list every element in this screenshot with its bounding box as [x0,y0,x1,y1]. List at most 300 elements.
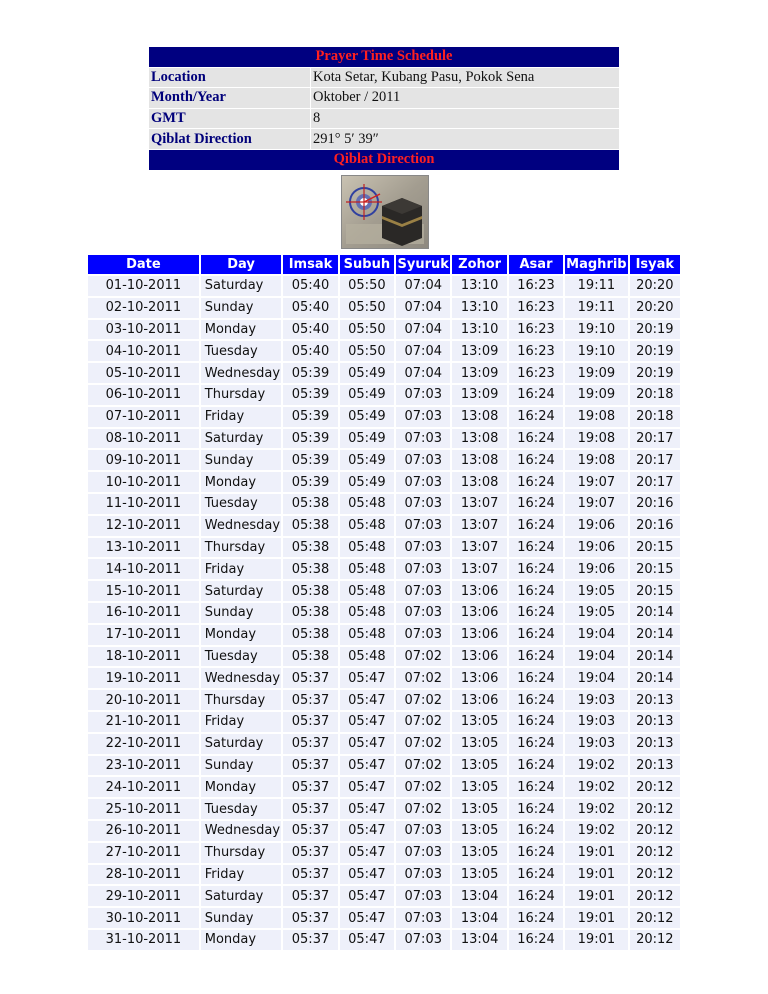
cell-isyak: 20:12 [630,799,680,819]
table-row [88,603,680,623]
cell-imsak: 05:40 [283,276,337,296]
cell-imsak: 05:37 [283,865,337,885]
cell-maghrib: 19:06 [565,538,627,558]
table-row [88,276,680,296]
cell-day: Wednesday [201,821,282,841]
cell-asar: 16:24 [509,429,563,449]
cell-asar: 16:24 [509,559,563,579]
cell-zohor: 13:04 [452,886,506,906]
qiblat-direction-title: Qiblat Direction [149,149,620,170]
cell-day: Sunday [201,450,282,470]
cell-maghrib: 19:07 [565,472,627,492]
cell-day: Thursday [201,385,282,405]
cell-syuruk: 07:04 [396,320,450,340]
cell-subuh: 05:48 [340,603,394,623]
cell-date: 07-10-2011 [88,407,199,427]
cell-isyak: 20:17 [630,450,680,470]
cell-subuh: 05:47 [340,843,394,863]
cell-zohor: 13:07 [452,494,506,514]
table-row [88,341,680,361]
cell-asar: 16:23 [509,363,563,383]
cell-zohor: 13:06 [452,647,506,667]
cell-imsak: 05:40 [283,341,337,361]
cell-syuruk: 07:03 [396,908,450,928]
cell-date: 01-10-2011 [88,276,199,296]
cell-day: Saturday [201,734,282,754]
cell-date: 12-10-2011 [88,516,199,536]
cell-maghrib: 19:02 [565,777,627,797]
cell-subuh: 05:47 [340,865,394,885]
cell-syuruk: 07:03 [396,886,450,906]
cell-zohor: 13:09 [452,341,506,361]
cell-subuh: 05:47 [340,668,394,688]
cell-subuh: 05:48 [340,538,394,558]
cell-imsak: 05:39 [283,363,337,383]
cell-imsak: 05:38 [283,516,337,536]
cell-isyak: 20:14 [630,603,680,623]
cell-zohor: 13:06 [452,581,506,601]
cell-date: 10-10-2011 [88,472,199,492]
cell-maghrib: 19:07 [565,494,627,514]
cell-asar: 16:24 [509,647,563,667]
cell-asar: 16:24 [509,821,563,841]
cell-maghrib: 19:03 [565,690,627,710]
cell-imsak: 05:40 [283,298,337,318]
table-row [88,581,680,601]
cell-maghrib: 19:08 [565,429,627,449]
cell-subuh: 05:47 [340,756,394,776]
table-row [88,734,680,754]
cell-asar: 16:24 [509,690,563,710]
cell-subuh: 05:50 [340,320,394,340]
cell-subuh: 05:47 [340,908,394,928]
cell-imsak: 05:38 [283,625,337,645]
cell-imsak: 05:38 [283,538,337,558]
table-row [88,865,680,885]
cell-day: Wednesday [201,668,282,688]
cell-subuh: 05:47 [340,777,394,797]
cell-syuruk: 07:03 [396,821,450,841]
cell-maghrib: 19:01 [565,930,627,950]
cell-maghrib: 19:06 [565,516,627,536]
cell-maghrib: 19:05 [565,603,627,623]
cell-day: Monday [201,625,282,645]
cell-imsak: 05:38 [283,647,337,667]
cell-zohor: 13:08 [452,407,506,427]
cell-maghrib: 19:02 [565,799,627,819]
cell-subuh: 05:50 [340,298,394,318]
cell-date: 30-10-2011 [88,908,199,928]
cell-zohor: 13:05 [452,756,506,776]
cell-isyak: 20:14 [630,647,680,667]
cell-isyak: 20:19 [630,341,680,361]
cell-subuh: 05:50 [340,276,394,296]
column-header-day: Day [201,255,282,274]
cell-syuruk: 07:03 [396,429,450,449]
cell-day: Sunday [201,756,282,776]
cell-zohor: 13:08 [452,450,506,470]
cell-date: 05-10-2011 [88,363,199,383]
cell-syuruk: 07:02 [396,712,450,732]
cell-day: Wednesday [201,363,282,383]
cell-asar: 16:24 [509,843,563,863]
cell-subuh: 05:49 [340,385,394,405]
cell-day: Monday [201,320,282,340]
column-header-maghrib: Maghrib [566,257,627,272]
cell-date: 27-10-2011 [88,843,199,863]
cell-day: Saturday [201,886,282,906]
cell-asar: 16:24 [509,799,563,819]
kaaba-compass-icon [342,176,428,248]
table-row [88,363,680,383]
cell-asar: 16:24 [509,908,563,928]
cell-isyak: 20:17 [630,472,680,492]
cell-date: 15-10-2011 [88,581,199,601]
cell-syuruk: 07:04 [396,341,450,361]
table-row [88,930,680,950]
cell-isyak: 20:20 [630,298,680,318]
cell-asar: 16:24 [509,777,563,797]
cell-date: 24-10-2011 [88,777,199,797]
cell-imsak: 05:39 [283,385,337,405]
cell-date: 25-10-2011 [88,799,199,819]
cell-zohor: 13:06 [452,668,506,688]
column-header-imsak: Imsak [283,255,337,274]
cell-day: Sunday [201,298,282,318]
column-header-syuruk: Syuruk [397,257,449,272]
cell-maghrib: 19:09 [565,385,627,405]
cell-zohor: 13:08 [452,472,506,492]
info-value: Kota Setar, Kubang Pasu, Pokok Sena [311,67,620,88]
cell-syuruk: 07:02 [396,777,450,797]
table-row [88,625,680,645]
cell-isyak: 20:18 [630,385,680,405]
cell-subuh: 05:47 [340,690,394,710]
table-row [88,516,680,536]
cell-isyak: 20:18 [630,407,680,427]
cell-isyak: 20:15 [630,538,680,558]
cell-day: Monday [201,930,282,950]
table-row [88,756,680,776]
cell-syuruk: 07:03 [396,625,450,645]
cell-imsak: 05:39 [283,407,337,427]
cell-imsak: 05:39 [283,429,337,449]
info-row-qiblat [149,129,620,150]
cell-isyak: 20:15 [630,581,680,601]
cell-isyak: 20:16 [630,516,680,536]
cell-isyak: 20:13 [630,690,680,710]
cell-date: 20-10-2011 [88,690,199,710]
cell-imsak: 05:37 [283,712,337,732]
info-row-location [149,67,620,88]
cell-zohor: 13:05 [452,777,506,797]
cell-syuruk: 07:03 [396,385,450,405]
cell-asar: 16:24 [509,712,563,732]
cell-syuruk: 07:03 [396,559,450,579]
cell-isyak: 20:14 [630,625,680,645]
cell-day: Wednesday [201,516,282,536]
cell-date: 09-10-2011 [88,450,199,470]
cell-day: Friday [201,712,282,732]
cell-syuruk: 07:02 [396,756,450,776]
table-row [88,777,680,797]
cell-subuh: 05:48 [340,647,394,667]
cell-asar: 16:24 [509,668,563,688]
table-row [88,538,680,558]
cell-day: Saturday [201,581,282,601]
cell-syuruk: 07:03 [396,516,450,536]
cell-zohor: 13:05 [452,843,506,863]
cell-zohor: 13:05 [452,821,506,841]
qiblat-compass-image [341,175,429,249]
cell-maghrib: 19:11 [565,298,627,318]
cell-zohor: 13:04 [452,930,506,950]
cell-imsak: 05:37 [283,777,337,797]
cell-date: 29-10-2011 [88,886,199,906]
cell-isyak: 20:16 [630,494,680,514]
cell-zohor: 13:07 [452,559,506,579]
cell-zohor: 13:05 [452,734,506,754]
cell-syuruk: 07:04 [396,363,450,383]
cell-zohor: 13:07 [452,516,506,536]
cell-day: Saturday [201,429,282,449]
cell-asar: 16:24 [509,930,563,950]
cell-maghrib: 19:09 [565,363,627,383]
cell-day: Sunday [201,908,282,928]
cell-date: 28-10-2011 [88,865,199,885]
cell-asar: 16:24 [509,756,563,776]
cell-date: 14-10-2011 [88,559,199,579]
cell-syuruk: 07:03 [396,407,450,427]
schedule-info-table [148,46,620,171]
cell-maghrib: 19:06 [565,559,627,579]
cell-day: Friday [201,865,282,885]
cell-syuruk: 07:02 [396,647,450,667]
cell-syuruk: 07:02 [396,690,450,710]
cell-isyak: 20:12 [630,843,680,863]
info-label: Qiblat Direction [149,129,311,150]
cell-maghrib: 19:05 [565,581,627,601]
cell-asar: 16:24 [509,494,563,514]
cell-subuh: 05:47 [340,712,394,732]
cell-date: 26-10-2011 [88,821,199,841]
cell-syuruk: 07:02 [396,734,450,754]
cell-day: Friday [201,559,282,579]
table-row [88,407,680,427]
cell-subuh: 05:47 [340,886,394,906]
cell-date: 13-10-2011 [88,538,199,558]
cell-day: Thursday [201,690,282,710]
cell-asar: 16:24 [509,407,563,427]
cell-zohor: 13:05 [452,865,506,885]
cell-asar: 16:24 [509,625,563,645]
cell-syuruk: 07:03 [396,581,450,601]
cell-imsak: 05:40 [283,320,337,340]
cell-syuruk: 07:03 [396,843,450,863]
cell-isyak: 20:15 [630,559,680,579]
cell-subuh: 05:48 [340,494,394,514]
info-value: 291° 5′ 39″ [311,129,620,150]
prayer-times-table [86,253,682,952]
cell-isyak: 20:13 [630,734,680,754]
cell-day: Tuesday [201,799,282,819]
table-row [88,559,680,579]
cell-syuruk: 07:04 [396,276,450,296]
table-row [88,298,680,318]
cell-isyak: 20:12 [630,865,680,885]
cell-date: 11-10-2011 [88,494,199,514]
info-label: Month/Year [149,88,311,109]
cell-asar: 16:24 [509,516,563,536]
cell-subuh: 05:49 [340,450,394,470]
cell-imsak: 05:37 [283,690,337,710]
cell-zohor: 13:05 [452,712,506,732]
cell-syuruk: 07:03 [396,538,450,558]
cell-maghrib: 19:02 [565,821,627,841]
cell-date: 22-10-2011 [88,734,199,754]
cell-day: Thursday [201,538,282,558]
cell-maghrib: 19:11 [565,276,627,296]
cell-imsak: 05:38 [283,581,337,601]
cell-isyak: 20:17 [630,429,680,449]
cell-subuh: 05:48 [340,625,394,645]
cell-subuh: 05:47 [340,734,394,754]
cell-day: Tuesday [201,647,282,667]
cell-imsak: 05:37 [283,734,337,754]
cell-imsak: 05:38 [283,559,337,579]
table-row [88,320,680,340]
cell-isyak: 20:12 [630,821,680,841]
cell-day: Monday [201,472,282,492]
cell-day: Tuesday [201,494,282,514]
cell-syuruk: 07:03 [396,930,450,950]
cell-subuh: 05:49 [340,363,394,383]
cell-syuruk: 07:03 [396,450,450,470]
cell-asar: 16:24 [509,734,563,754]
table-row [88,385,680,405]
cell-isyak: 20:12 [630,777,680,797]
cell-zohor: 13:09 [452,363,506,383]
cell-maghrib: 19:04 [565,668,627,688]
cell-day: Thursday [201,843,282,863]
cell-imsak: 05:37 [283,930,337,950]
cell-subuh: 05:47 [340,821,394,841]
info-value: Oktober / 2011 [311,88,620,109]
cell-subuh: 05:49 [340,407,394,427]
cell-zohor: 13:05 [452,799,506,819]
cell-asar: 16:23 [509,341,563,361]
cell-subuh: 05:48 [340,559,394,579]
cell-subuh: 05:47 [340,799,394,819]
cell-imsak: 05:37 [283,843,337,863]
cell-day: Tuesday [201,341,282,361]
cell-zohor: 13:06 [452,690,506,710]
cell-syuruk: 07:03 [396,494,450,514]
cell-maghrib: 19:01 [565,908,627,928]
cell-imsak: 05:39 [283,450,337,470]
cell-date: 06-10-2011 [88,385,199,405]
cell-asar: 16:23 [509,298,563,318]
column-header-subuh: Subuh [340,255,394,274]
cell-maghrib: 19:03 [565,734,627,754]
cell-date: 08-10-2011 [88,429,199,449]
cell-asar: 16:24 [509,865,563,885]
table-row [88,908,680,928]
cell-maghrib: 19:04 [565,625,627,645]
cell-date: 23-10-2011 [88,756,199,776]
cell-asar: 16:23 [509,276,563,296]
table-row [88,712,680,732]
cell-maghrib: 19:02 [565,756,627,776]
cell-zohor: 13:04 [452,908,506,928]
cell-subuh: 05:47 [340,930,394,950]
cell-syuruk: 07:03 [396,472,450,492]
cell-zohor: 13:10 [452,276,506,296]
table-row [88,668,680,688]
cell-subuh: 05:50 [340,341,394,361]
cell-isyak: 20:19 [630,363,680,383]
info-value: 8 [311,108,620,129]
cell-isyak: 20:12 [630,930,680,950]
cell-asar: 16:24 [509,472,563,492]
cell-imsak: 05:37 [283,799,337,819]
info-label: Location [149,67,311,88]
cell-day: Sunday [201,603,282,623]
cell-date: 03-10-2011 [88,320,199,340]
cell-date: 19-10-2011 [88,668,199,688]
cell-date: 17-10-2011 [88,625,199,645]
cell-zohor: 13:10 [452,320,506,340]
cell-isyak: 20:20 [630,276,680,296]
cell-subuh: 05:48 [340,581,394,601]
cell-subuh: 05:49 [340,472,394,492]
info-label: GMT [149,108,311,129]
cell-asar: 16:24 [509,538,563,558]
cell-isyak: 20:13 [630,756,680,776]
cell-isyak: 20:12 [630,908,680,928]
table-row [88,690,680,710]
cell-zohor: 13:07 [452,538,506,558]
cell-maghrib: 19:10 [565,341,627,361]
column-header-isyak: Isyak [630,255,680,274]
info-row-month-year [149,88,620,109]
table-row [88,647,680,667]
cell-date: 31-10-2011 [88,930,199,950]
cell-imsak: 05:37 [283,756,337,776]
cell-maghrib: 19:10 [565,320,627,340]
cell-imsak: 05:37 [283,886,337,906]
cell-imsak: 05:39 [283,472,337,492]
cell-day: Monday [201,777,282,797]
cell-syuruk: 07:03 [396,603,450,623]
table-row [88,821,680,841]
schedule-title: Prayer Time Schedule [149,47,620,68]
table-row [88,450,680,470]
cell-syuruk: 07:04 [396,298,450,318]
column-header-asar: Asar [509,255,563,274]
cell-asar: 16:23 [509,320,563,340]
cell-zohor: 13:08 [452,429,506,449]
table-row [88,843,680,863]
cell-asar: 16:24 [509,581,563,601]
cell-maghrib: 19:01 [565,865,627,885]
cell-isyak: 20:13 [630,712,680,732]
cell-asar: 16:24 [509,886,563,906]
cell-isyak: 20:14 [630,668,680,688]
column-header-date: Date [88,255,199,274]
table-row [88,494,680,514]
cell-syuruk: 07:03 [396,865,450,885]
